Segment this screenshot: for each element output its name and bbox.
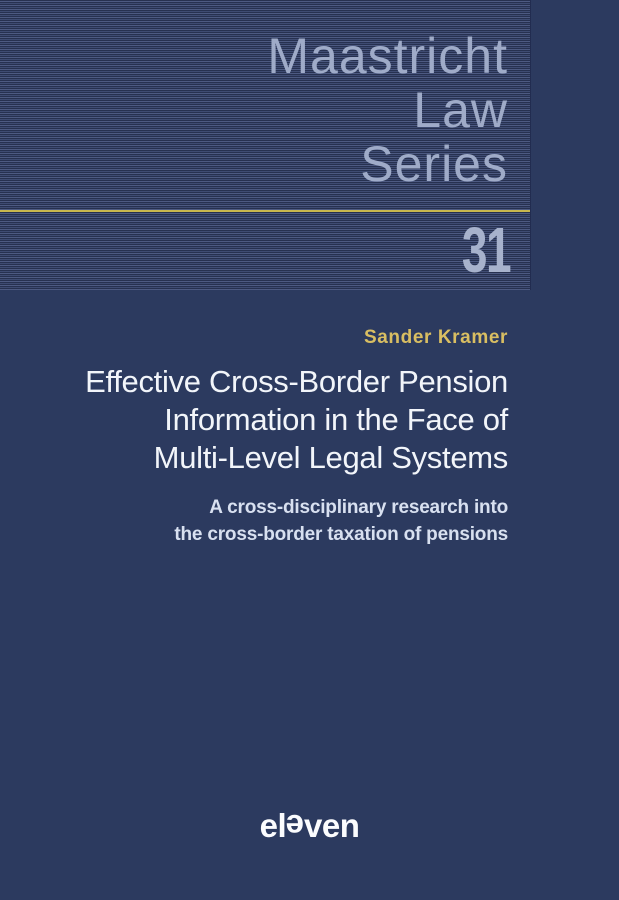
gold-divider-rule: [0, 210, 530, 212]
logo-text-left: el: [259, 807, 287, 844]
series-number: 31: [461, 214, 510, 286]
book-subtitle-line: A cross-disciplinary research into: [209, 497, 508, 518]
book-subtitle-line: the cross-border taxation of pensions: [174, 524, 508, 545]
logo-text-right: ven: [304, 807, 360, 844]
book-title-line: Effective Cross-Border Pension: [85, 364, 508, 399]
publisher-logo-eleven: [260, 806, 360, 846]
series-title-line: Maastricht: [267, 28, 508, 84]
logo-flipped-e: e: [286, 808, 305, 845]
book-title-line: Information in the Face of: [164, 402, 508, 437]
book-title-line: Multi-Level Legal Systems: [153, 440, 508, 475]
series-title: [267, 29, 508, 191]
series-title-line: Law: [413, 82, 508, 138]
book-title: [85, 363, 508, 477]
author-name: Sander Kramer: [363, 327, 508, 348]
pinstripe-panel: [0, 0, 531, 290]
series-title-line: Series: [360, 136, 508, 192]
book-subtitle: [174, 494, 508, 548]
